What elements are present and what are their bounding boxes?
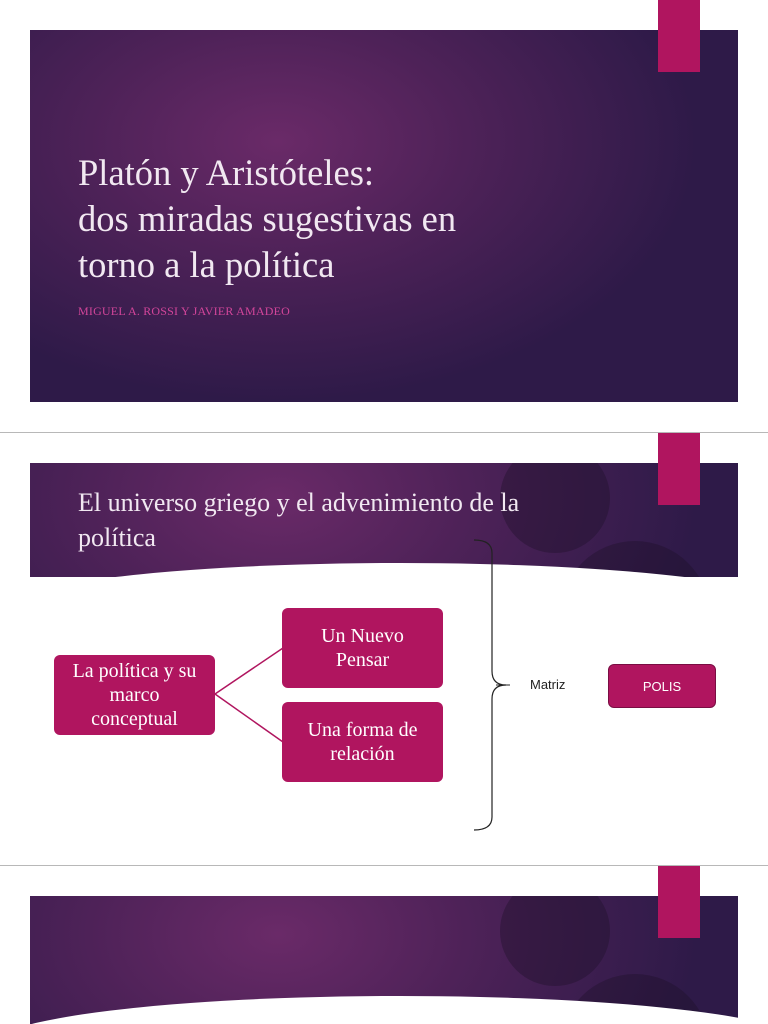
bracket-label: Matriz: [530, 677, 566, 692]
accent-tab: [658, 866, 700, 938]
accent-tab: [658, 0, 700, 72]
slide-subtitle: MIGUEL A. ROSSI Y JAVIER AMADEO: [78, 304, 290, 318]
title-line: dos miradas sugestivas en: [78, 198, 457, 239]
slide-title: [78, 150, 638, 288]
diagram-branch-box: [282, 608, 443, 688]
slide-1: [0, 0, 768, 432]
title-line: torno a la política: [78, 244, 335, 285]
slide-2: [0, 433, 768, 865]
diagram-branch-box: [282, 702, 443, 782]
box-line: relación: [330, 743, 395, 765]
connector-line: [215, 694, 283, 742]
box-line: marco: [109, 684, 160, 706]
slide-3: [0, 866, 768, 1024]
box-line: La política y su: [72, 660, 197, 682]
diagram-root-box: [54, 655, 215, 735]
box-line: Pensar: [335, 649, 390, 671]
decorative-circle: [500, 896, 610, 986]
title-line: política: [78, 523, 156, 552]
title-line: El universo griego y el advenimiento de la: [78, 488, 520, 517]
box-line: Una forma de: [307, 719, 418, 741]
box-line: conceptual: [91, 708, 178, 730]
box-line: Un Nuevo: [321, 625, 404, 647]
connector-line: [215, 648, 283, 694]
slide-header-background: [30, 896, 738, 1024]
polis-box: POLIS: [608, 664, 716, 708]
title-line: Platón y Aristóteles:: [78, 152, 375, 193]
